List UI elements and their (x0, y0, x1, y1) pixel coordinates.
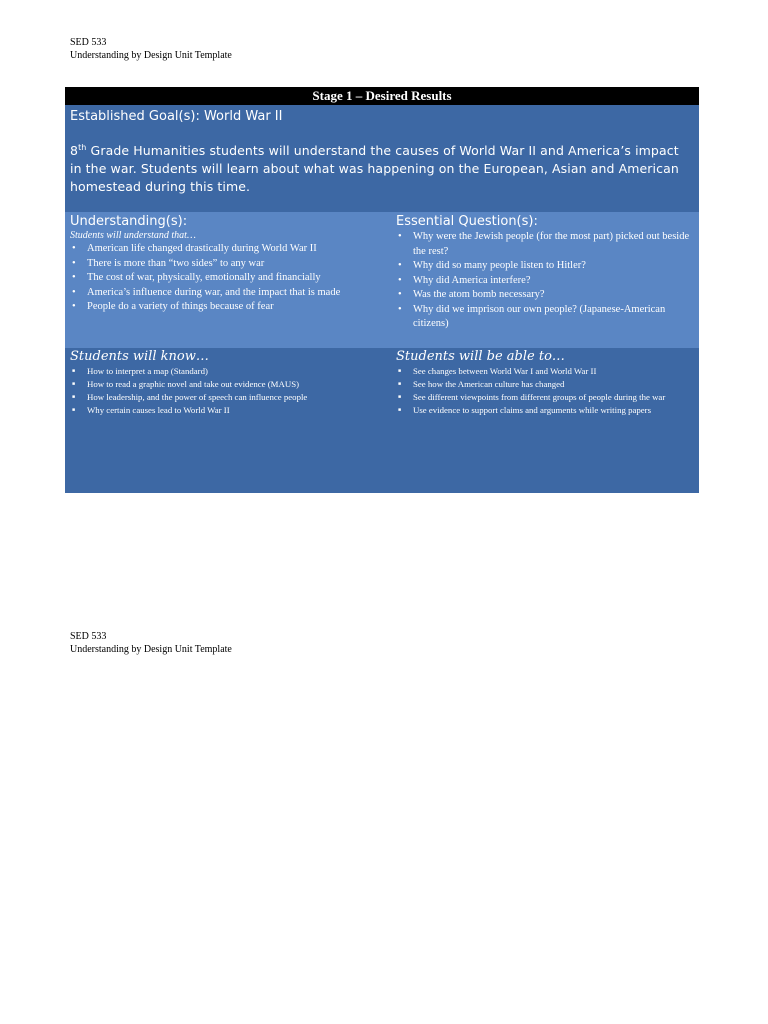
template-title: Understanding by Design Unit Template (70, 50, 232, 61)
list-item: • America’s influence during war, and the impact that is made (70, 286, 390, 301)
page-header-2 (70, 630, 232, 656)
list-item: • There is more than “two sides” to any war (70, 257, 390, 272)
know-able-section (65, 348, 699, 493)
list-item: • The cost of war, physically, emotionally and financially (70, 271, 390, 286)
goal-description: Grade Humanities students will understand the causes of World War II and America’s impact in the war. Students will learn about what was happening on the European, Asian and American homestead during this time. (70, 143, 679, 195)
template-title: Understanding by Design Unit Template (70, 644, 232, 655)
questions-title: Essential Question(s): (396, 214, 538, 229)
understandings-list (70, 242, 390, 315)
list-item: ■ Why certain causes lead to World War II (70, 404, 390, 417)
questions-column (396, 212, 696, 332)
able-list (396, 365, 696, 417)
understandings-subtitle: Students will understand that… (70, 230, 196, 241)
know-list (70, 365, 390, 417)
goal-title: Established Goal(s): World War II (70, 109, 283, 124)
list-item: ■ Use evidence to support claims and arguments while writing papers (396, 404, 696, 417)
list-item: • Was the atom bomb necessary? (396, 288, 696, 303)
able-column (396, 348, 696, 417)
stage-title: Stage 1 – Desired Results (65, 87, 699, 105)
able-title: Students will be able to… (396, 349, 565, 364)
grade-suffix: th (78, 143, 87, 152)
list-item: ■ How to interpret a map (Standard) (70, 365, 390, 378)
know-column (70, 348, 390, 417)
list-item: ■ See different viewpoints from different groups of people during the war (396, 391, 696, 404)
goal-section (65, 105, 699, 212)
grade-number: 8 (70, 143, 79, 159)
course-code: SED 533 (70, 631, 107, 642)
course-code: SED 533 (70, 37, 107, 48)
understandings-title: Understanding(s): (70, 214, 188, 229)
list-item: ■ How leadership, and the power of speech can influence people (70, 391, 390, 404)
list-item: ■ See how the American culture has changed (396, 378, 696, 391)
know-title: Students will know… (70, 349, 209, 364)
goal-text (70, 139, 694, 196)
page-header (70, 36, 232, 62)
list-item: ■ How to read a graphic novel and take out evidence (MAUS) (70, 378, 390, 391)
questions-list (396, 230, 696, 332)
list-item: ■ See changes between World War I and World War II (396, 365, 696, 378)
list-item: • People do a variety of things because of fear (70, 300, 390, 315)
list-item: • Why were the Jewish people (for the most part) picked out beside the rest? (396, 230, 696, 259)
understandings-column (70, 212, 390, 315)
list-item: • American life changed drastically during World War II (70, 242, 390, 257)
list-item: • Why did America interfere? (396, 274, 696, 289)
understandings-questions-section (65, 212, 699, 348)
list-item: • Why did we imprison our own people? (Japanese-American citizens) (396, 303, 696, 332)
list-item: • Why did so many people listen to Hitler? (396, 259, 696, 274)
